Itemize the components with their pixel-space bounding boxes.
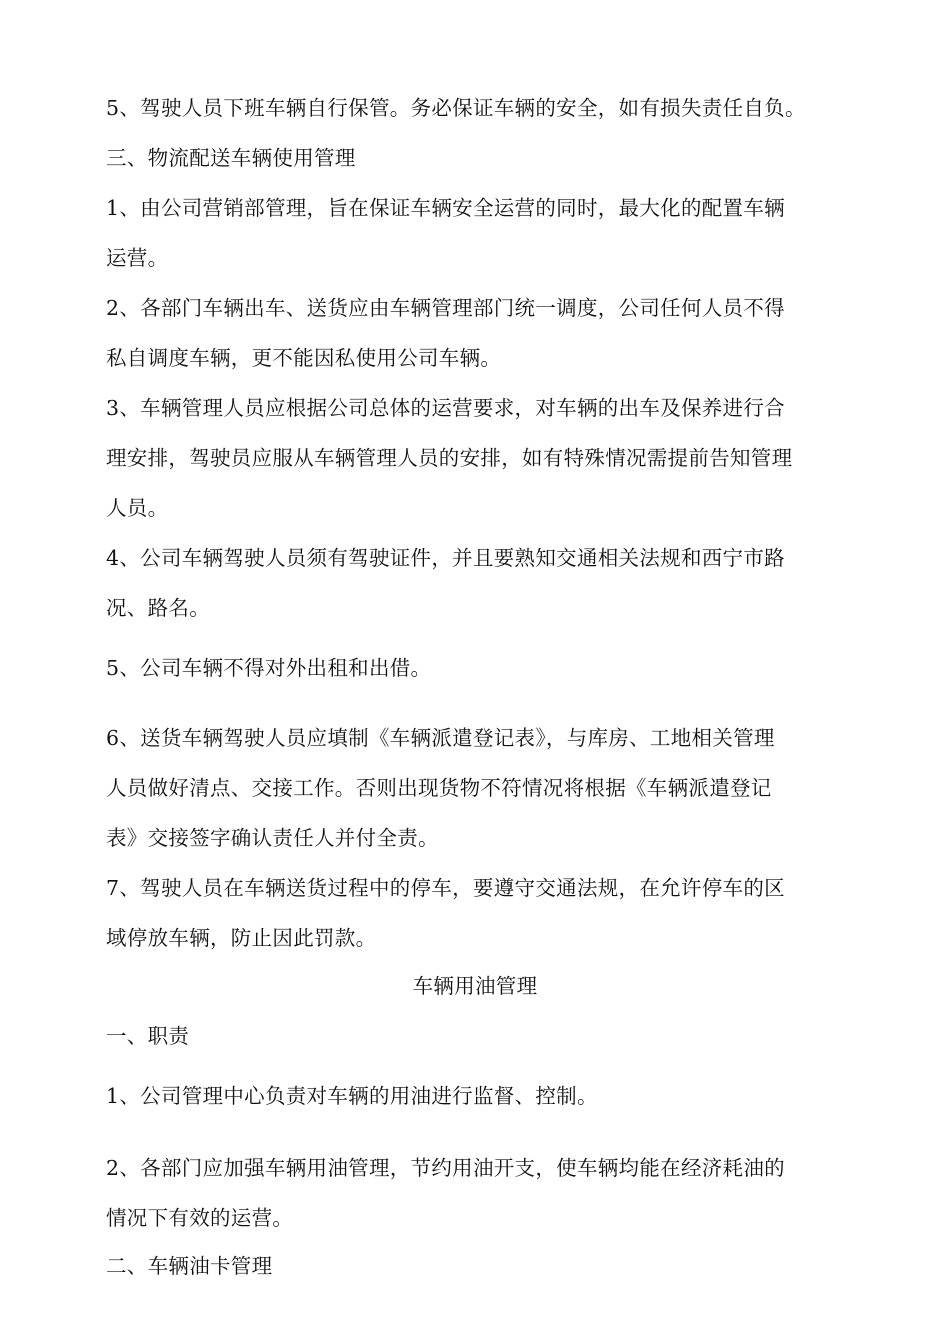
paragraph-line: 理安排，驾驶员应服从车辆管理人员的安排，如有特殊情况需提前告知管理 [106, 446, 793, 470]
paragraph-line: 4、公司车辆驾驶人员须有驾驶证件，并且要熟知交通相关法规和西宁市路 [106, 546, 785, 570]
paragraph-line: 6、送货车辆驾驶人员应填制《车辆派遣登记表》，与库房、工地相关管理 [106, 726, 775, 750]
paragraph-line: 7、驾驶人员在车辆送货过程中的停车，要遵守交通法规，在允许停车的区 [106, 876, 785, 900]
section-title: 车辆用油管理 [412, 974, 538, 998]
section-heading: 三、物流配送车辆使用管理 [106, 146, 356, 170]
paragraph-line: 5、公司车辆不得对外出租和出借。 [106, 656, 432, 680]
paragraph-line: 1、由公司营销部管理，旨在保证车辆安全运营的同时，最大化的配置车辆 [106, 196, 785, 220]
paragraph-line: 2、各部门车辆出车、送货应由车辆管理部门统一调度，公司任何人员不得 [106, 296, 785, 320]
section-heading: 一、职责 [106, 1024, 190, 1048]
paragraph-line: 况、路名。 [106, 596, 210, 620]
paragraph-line: 表》交接签字确认责任人并付全责。 [106, 826, 439, 850]
paragraph-line: 3、车辆管理人员应根据公司总体的运营要求，对车辆的出车及保养进行合 [106, 396, 785, 420]
section-heading: 二、车辆油卡管理 [106, 1254, 273, 1278]
paragraph-line: 域停放车辆，防止因此罚款。 [106, 926, 377, 950]
paragraph-line: 私自调度车辆，更不能因私使用公司车辆。 [106, 346, 502, 370]
paragraph-line: 运营。 [106, 246, 169, 270]
paragraph-line: 1、公司管理中心负责对车辆的用油进行监督、控制。 [106, 1084, 598, 1108]
paragraph-line: 人员做好清点、交接工作。否则出现货物不符情况将根据《车辆派遣登记 [106, 776, 772, 800]
paragraph-line: 5、驾驶人员下班车辆自行保管。务必保证车辆的安全，如有损失责任自负。 [106, 96, 806, 120]
paragraph-line: 人员。 [106, 496, 169, 520]
paragraph-line: 2、各部门应加强车辆用油管理，节约用油开支，使车辆均能在经济耗油的 [106, 1156, 785, 1180]
paragraph-line: 情况下有效的运营。 [106, 1206, 294, 1230]
